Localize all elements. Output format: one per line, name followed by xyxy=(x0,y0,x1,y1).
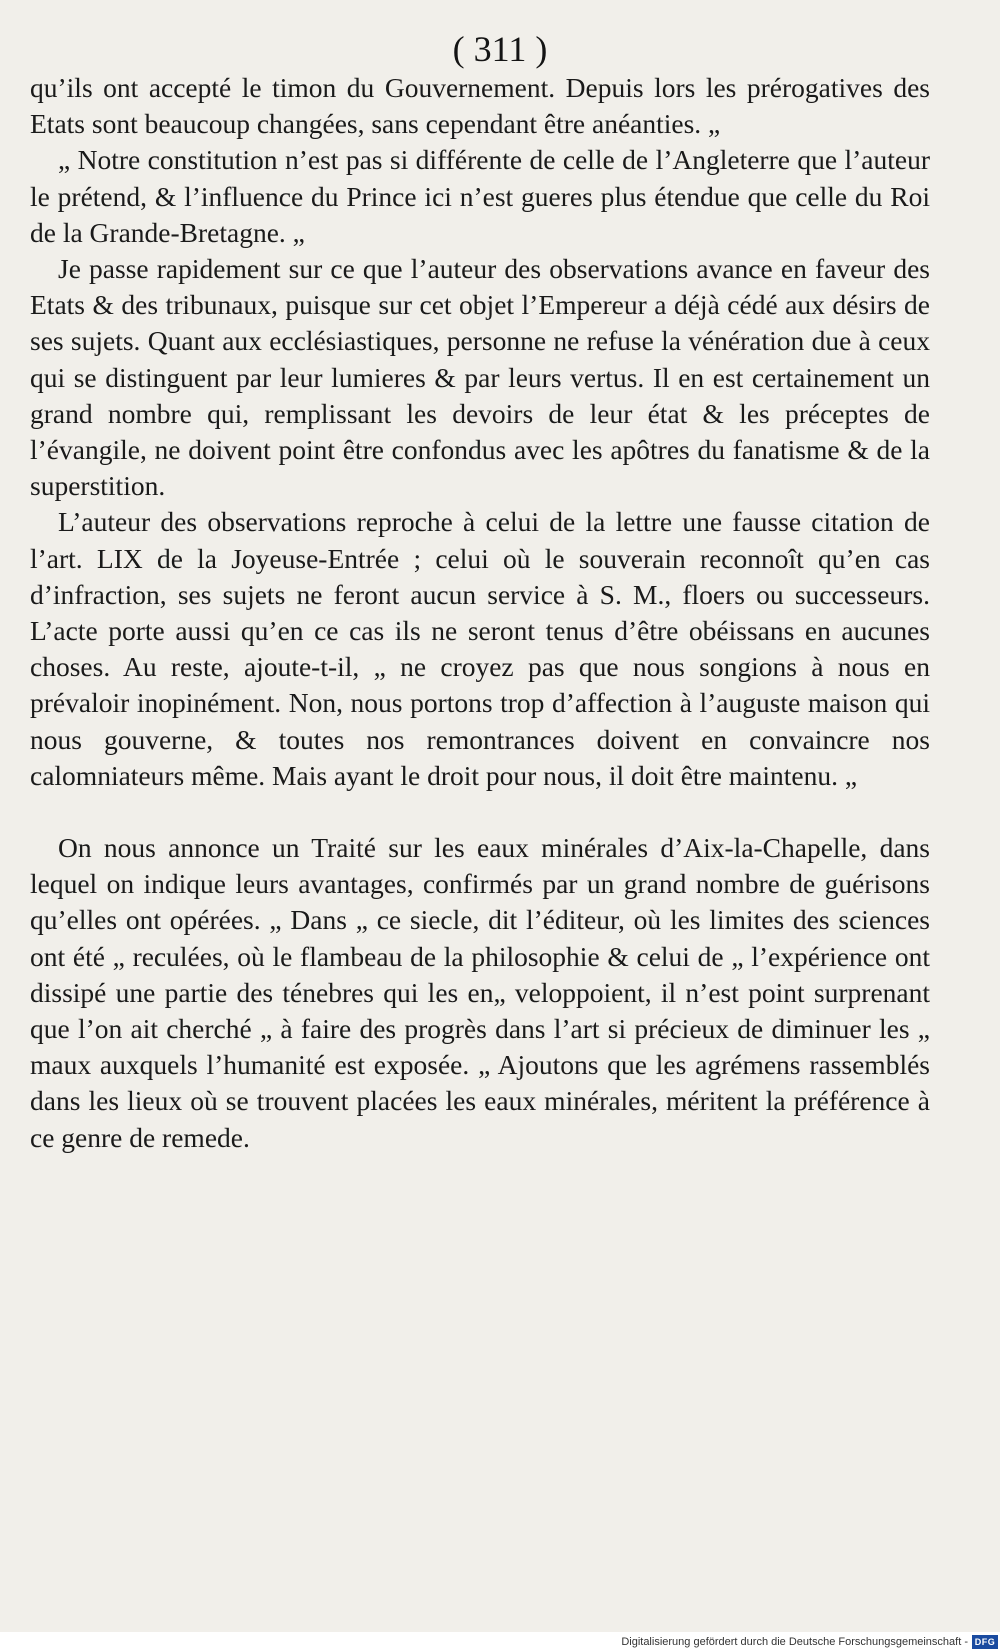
paragraph-1: qu’ils ont accepté le timon du Gouvernement. Depuis lors les prérogatives des Etats sont beaucoup changées, sans cependant être anéanties. „ xyxy=(30,72,930,140)
dfg-logo-icon: DFG xyxy=(972,1635,998,1649)
paragraph-2: „ Notre constitution n’est pas si différente de celle de l’Angleterre que l’auteur le prétend, & l’influence du Prince ici n’est gueres plus étendue que celle du Roi de la Grande-Bretagne. „ xyxy=(30,144,930,248)
section-gap xyxy=(30,794,930,830)
paragraph-4: L’auteur des observations reproche à celui de la lettre une fausse citation de l’art. LIX de la Joyeuse-Entrée ; celui où le souverain reconnoît qu’en cas d’infraction, ses sujets ne feront aucun service à S. M., floers ou successeurs. L’acte porte aussi qu’en ce cas ils ne seront tenus d’être obéissans en aucunes choses. Au reste, ajoute-t-il, „ ne croyez pas que nous songions à nous en prévaloir inopinément. Non, nous portons trop d’affection à l’auguste maison qui nous gouverne, & toutes nos remontrances doivent en convaincre nos calomniateurs même. Mais ayant le droit pour nous, il doit être maintenu. „ xyxy=(30,506,930,791)
digitization-footer xyxy=(0,1632,1000,1651)
page-number: ( 311 ) xyxy=(452,29,548,69)
funding-credit: Digitalisierung gefördert durch die Deutsche Forschungsgemeinschaft - xyxy=(621,1635,968,1648)
paragraph-5: On nous annonce un Traité sur les eaux minérales d’Aix-la-Chapelle, dans lequel on indique leurs avantages, confirmés par un grand nombre de guérisons qu’elles ont opérées. „ Dans „ ce siecle, dit l’éditeur, où les limites des sciences ont été „ reculées, où le flambeau de la philosophie & celui de „ l’expérience ont dissipé une partie des ténebres qui les en„ veloppoient, il n’est point surprenant que l’on ait cherché „ à faire des progrès dans l’art si précieux de diminuer les „ maux auxquels l’humanité est exposée. „ Ajoutons que les agrémens rassemblés dans les lieux où se trouvent placées les eaux minérales, méritent la préférence à ce genre de remede. xyxy=(30,832,930,1153)
page-text xyxy=(30,70,930,1156)
paragraph-3: Je passe rapidement sur ce que l’auteur des observations avance en faveur des Etats & des tribunaux, puisque sur cet objet l’Empereur a déjà cédé aux désirs de ses sujets. Quant aux ecclésiastiques, personne ne refuse la vénération due à ceux qui se distinguent par leur lumieres & par leurs vertus. Il en est certainement un grand nombre qui, remplissant les devoirs de leur état & les préceptes de l’évangile, ne doivent point être confondus avec les apôtres du fanatisme & de la superstition. xyxy=(30,253,930,502)
